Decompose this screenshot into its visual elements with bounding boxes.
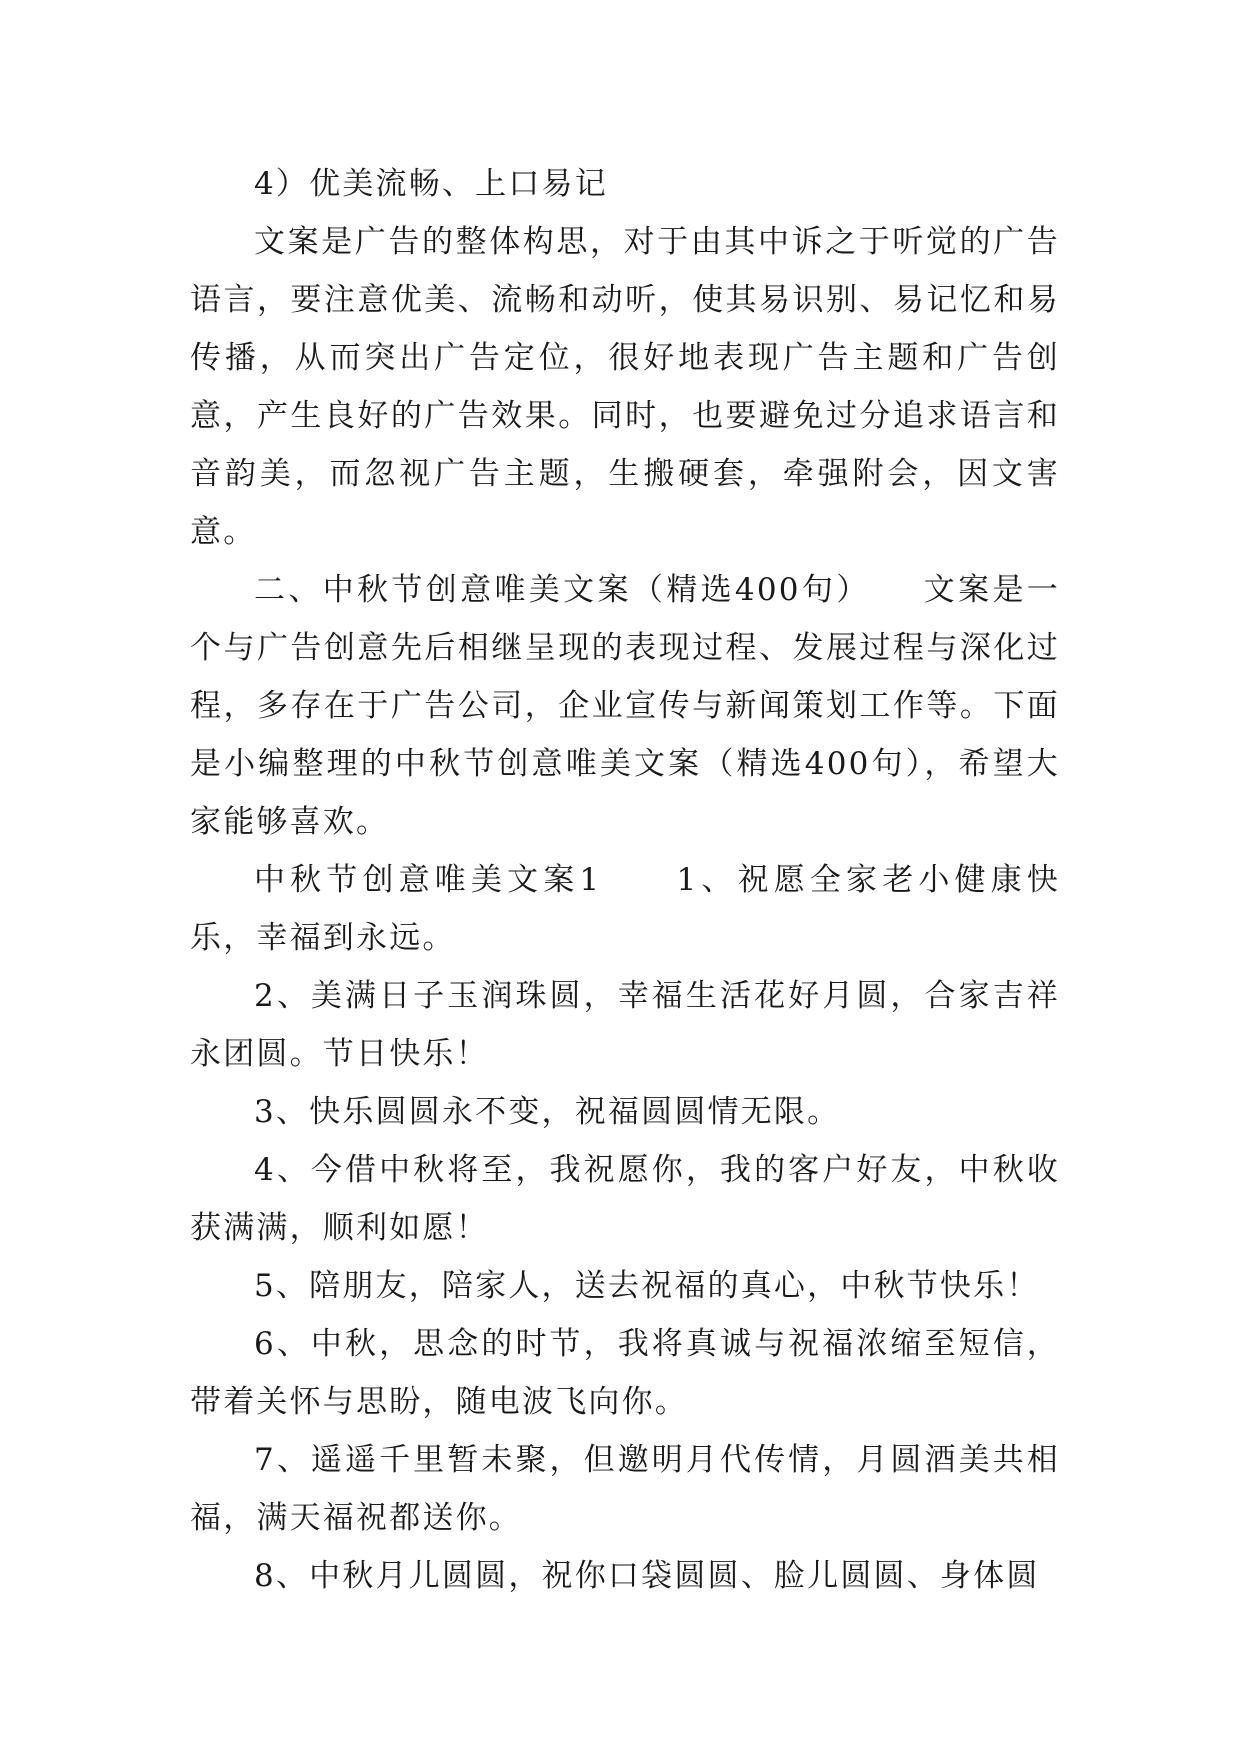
paragraph-copywriting-intro: 文案是广告的整体构思，对于由其中诉之于听觉的广告语言，要注意优美、流畅和动听，使其易识别、易记忆和易传播，从而突出广告定位，很好地表现广告主题和广告创意，产生良好的广告效果。同时，也要避免过分追求语言和音韵美，而忽视广告主题，生搬硬套，牵强附会，因文害意。: [190, 224, 1060, 550]
paragraph-list-item-3: 3、快乐圆圆永不变，祝福圆圆情无限。: [254, 1094, 841, 1130]
paragraph-list-item-4: 4、今借中秋将至，我祝愿你，我的客户好友，中秋收获满满，顺利如愿！: [190, 1152, 1060, 1246]
paragraph-list-item-2: 2、美满日子玉润珠圆，幸福生活花好月圆，合家吉祥永团圆。节日快乐！: [190, 978, 1060, 1072]
paragraph-list-item-5: 5、陪朋友，陪家人，送去祝福的真心，中秋节快乐！: [254, 1268, 1040, 1304]
paragraph-list-item-8: 8、中秋月儿圆圆，祝你口袋圆圆、脸儿圆圆、身体圆: [254, 1558, 1040, 1594]
paragraph-section-2: 二、中秋节创意唯美文案（精选400句） 文案是一个与广告创意先后相继呈现的表现过程、发展过程与深化过程，多存在于广告公司，企业宣传与新闻策划工作等。下面是小编整理的中秋节创意唯美文案（精选400句），希望大家能够喜欢。: [190, 572, 1060, 840]
paragraph-list-item-1: 中秋节创意唯美文案1 1、祝愿全家老小健康快乐，幸福到永远。: [190, 862, 1060, 956]
paragraph-list-item-7: 7、遥遥千里暂未聚，但邀明月代传情，月圆酒美共相福，满天福祝都送你。: [190, 1442, 1060, 1536]
document-body: [190, 155, 1060, 1605]
paragraph-heading-4: 4）优美流畅、上口易记: [254, 166, 608, 202]
paragraph-list-item-6: 6、中秋，思念的时节，我将真诚与祝福浓缩至短信，带着关怀与思盼，随电波飞向你。: [190, 1326, 1060, 1420]
